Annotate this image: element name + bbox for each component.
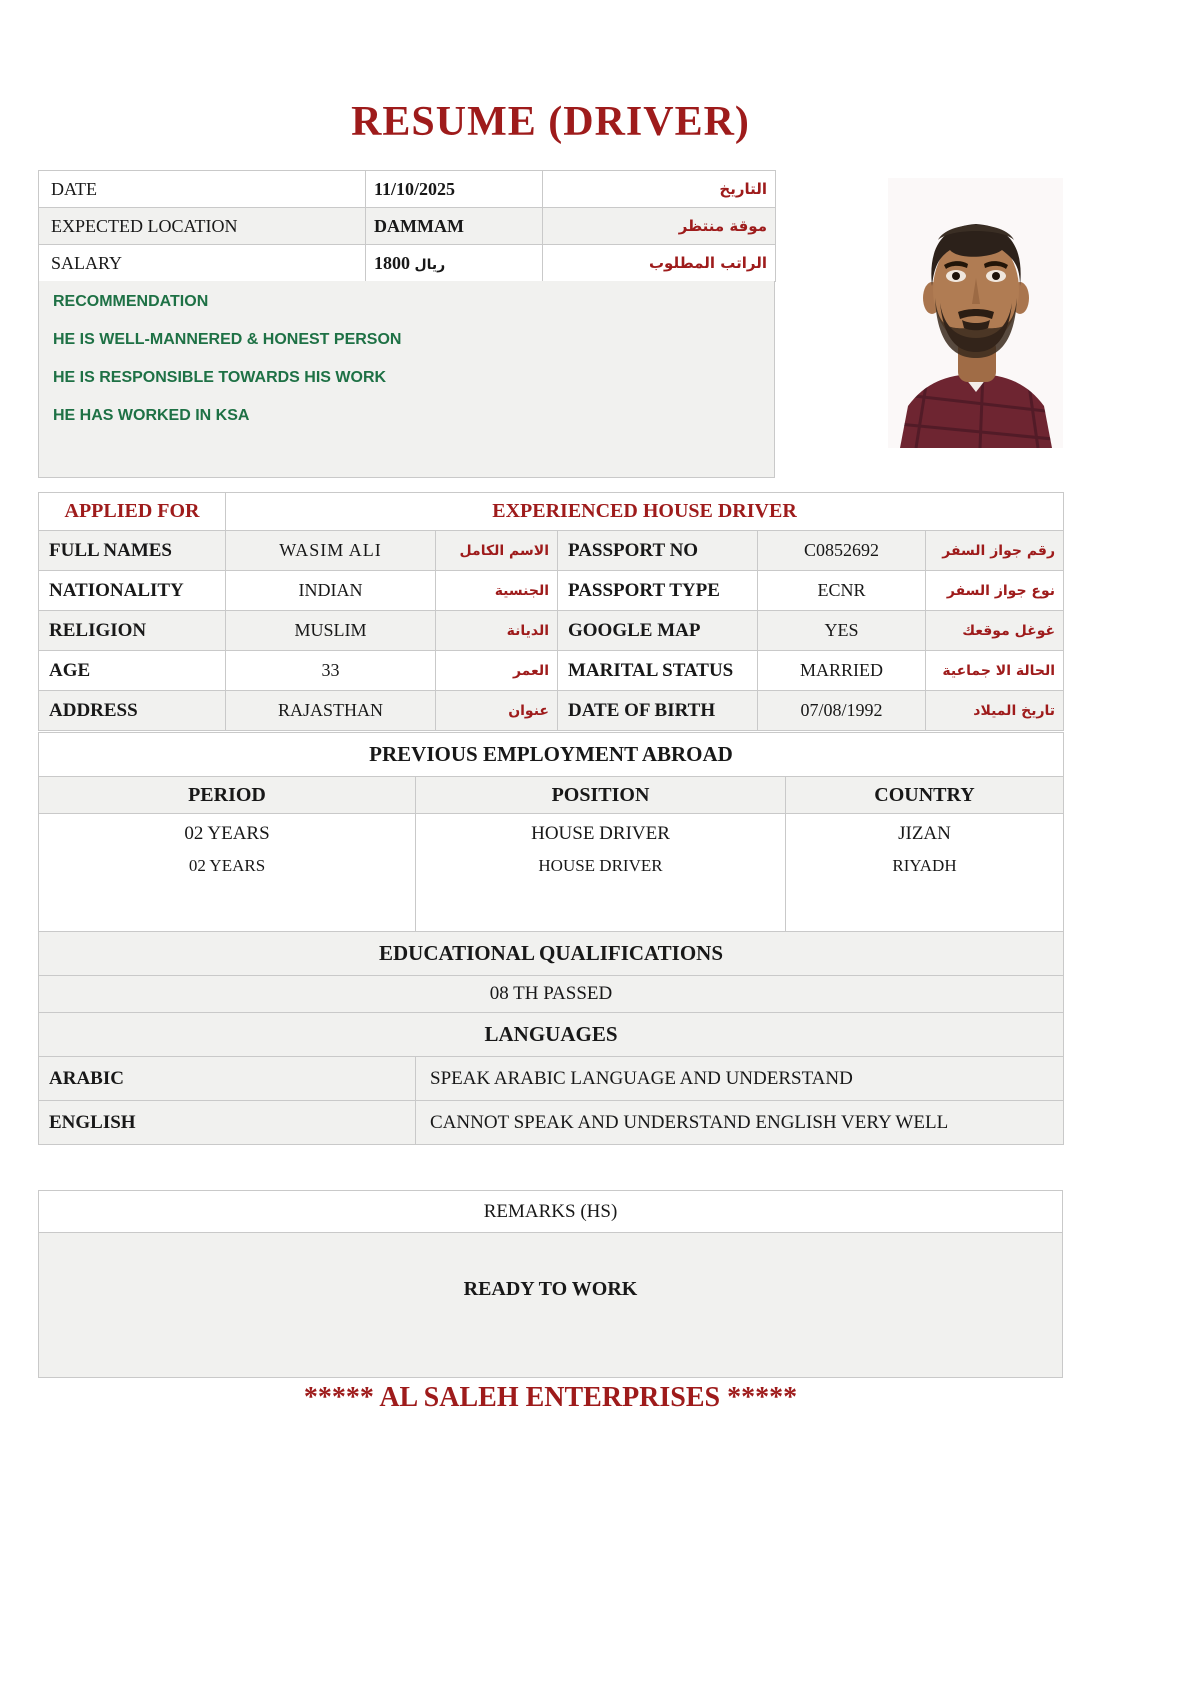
remarks-table [38,1190,1063,1378]
languages-section-title: LANGUAGES [39,1013,1064,1057]
passport-no-label: PASSPORT NO [558,531,758,571]
period-column-header: PERIOD [39,777,416,814]
age-label-arabic: العمر [436,651,558,691]
religion-value: MUSLIM [226,611,436,651]
nationality-label: NATIONALITY [39,571,226,611]
marital-status-label-arabic: الحالة الا جماعية [926,651,1064,691]
table-row [39,1233,1063,1378]
passport-no-value: C0852692 [758,531,926,571]
company-footer: ***** AL SALEH ENTERPRISES ***** [303,1382,798,1413]
table-row [39,531,1064,571]
expected-location-label-arabic: موقة منتظر [543,208,776,245]
full-names-value: WASIM ALI [226,531,436,571]
applied-for-label: APPLIED FOR [39,493,226,531]
recommendation-heading: RECOMMENDATION [53,293,209,310]
applicant-photo [888,178,1063,448]
google-map-value: YES [758,611,926,651]
date-of-birth-label: DATE OF BIRTH [558,691,758,731]
marital-status-label: MARITAL STATUS [558,651,758,691]
date-label-arabic: التاريخ [543,171,776,208]
salary-label-arabic: الراتب المطلوب [543,245,776,282]
passport-type-label: PASSPORT TYPE [558,571,758,611]
salary-currency: ريال [414,256,446,273]
google-map-label: GOOGLE MAP [558,611,758,651]
date-value: 11/10/2025 [366,171,543,208]
address-label: ADDRESS [39,691,226,731]
religion-label-arabic: الديانة [436,611,558,651]
passport-type-label-arabic: نوع جواز السفر [926,571,1064,611]
recommendation-line: HE IS WELL-MANNERED & HONEST PERSON [53,331,402,348]
recommendation-line: HE IS RESPONSIBLE TOWARDS HIS WORK [53,369,387,386]
religion-label: RELIGION [39,611,226,651]
country-value: JIZAN [898,823,951,844]
remarks-value: READY TO WORK [39,1233,1063,1378]
date-label: DATE [39,171,366,208]
recommendation-line: HE HAS WORKED IN KSA [53,407,250,424]
expected-location-value: DAMMAM [366,208,543,245]
country-values [786,814,1064,932]
applied-for-value: EXPERIENCED HOUSE DRIVER [226,493,1064,531]
table-row [39,245,776,282]
address-label-arabic: عنوان [436,691,558,731]
full-names-label-arabic: الاسم الكامل [436,531,558,571]
passport-no-label-arabic: رقم جواز السفر [926,531,1064,571]
arabic-language-label: ARABIC [39,1057,416,1101]
top-info-table [38,170,776,282]
table-row [39,691,1064,731]
passport-type-value: ECNR [758,571,926,611]
position-value: HOUSE DRIVER [531,823,670,844]
table-row [39,208,776,245]
period-values [39,814,416,932]
google-map-label-arabic: غوغل موقعك [926,611,1064,651]
table-row [39,1101,1064,1145]
age-label: AGE [39,651,226,691]
english-language-ability: CANNOT SPEAK AND UNDERSTAND ENGLISH VERY WELL [416,1101,1064,1145]
salary-amount: 1800 [374,252,410,273]
english-language-label: ENGLISH [39,1101,416,1145]
table-row [39,976,1064,1013]
nationality-label-arabic: الجنسية [436,571,558,611]
salary-value [366,245,543,282]
salary-label: SALARY [39,245,366,282]
period-value: 02 YEARS [188,856,266,875]
position-values [416,814,786,932]
country-value: RIYADH [892,856,957,875]
table-row [39,777,1064,814]
date-of-birth-label-arabic: تاريخ الميلاد [926,691,1064,731]
education-section-title: EDUCATIONAL QUALIFICATIONS [39,932,1064,976]
table-row [39,814,1064,932]
marital-status-value: MARRIED [758,651,926,691]
table-row [39,733,1064,777]
table-row [39,932,1064,976]
education-value: 08 TH PASSED [39,976,1064,1013]
nationality-value: INDIAN [226,571,436,611]
page-title: RESUME (DRIVER) [351,99,750,145]
full-names-label: FULL NAMES [39,531,226,571]
age-value: 33 [226,651,436,691]
table-row [39,651,1064,691]
table-row [39,171,776,208]
employment-section-title: PREVIOUS EMPLOYMENT ABROAD [39,733,1064,777]
position-column-header: POSITION [416,777,786,814]
table-row [39,1191,1063,1233]
table-row [39,1057,1064,1101]
recommendation-box [38,281,775,478]
country-column-header: COUNTRY [786,777,1064,814]
details-table [38,492,1064,731]
table-row [39,1013,1064,1057]
date-of-birth-value: 07/08/1992 [758,691,926,731]
table-row [39,571,1064,611]
table-row [39,611,1064,651]
address-value: RAJASTHAN [226,691,436,731]
remarks-heading: REMARKS (HS) [39,1191,1063,1233]
employment-table [38,732,1064,1145]
period-value: 02 YEARS [184,823,270,844]
arabic-language-ability: SPEAK ARABIC LANGUAGE AND UNDERSTAND [416,1057,1064,1101]
expected-location-label: EXPECTED LOCATION [39,208,366,245]
table-row [39,493,1064,531]
position-value: HOUSE DRIVER [538,856,663,875]
